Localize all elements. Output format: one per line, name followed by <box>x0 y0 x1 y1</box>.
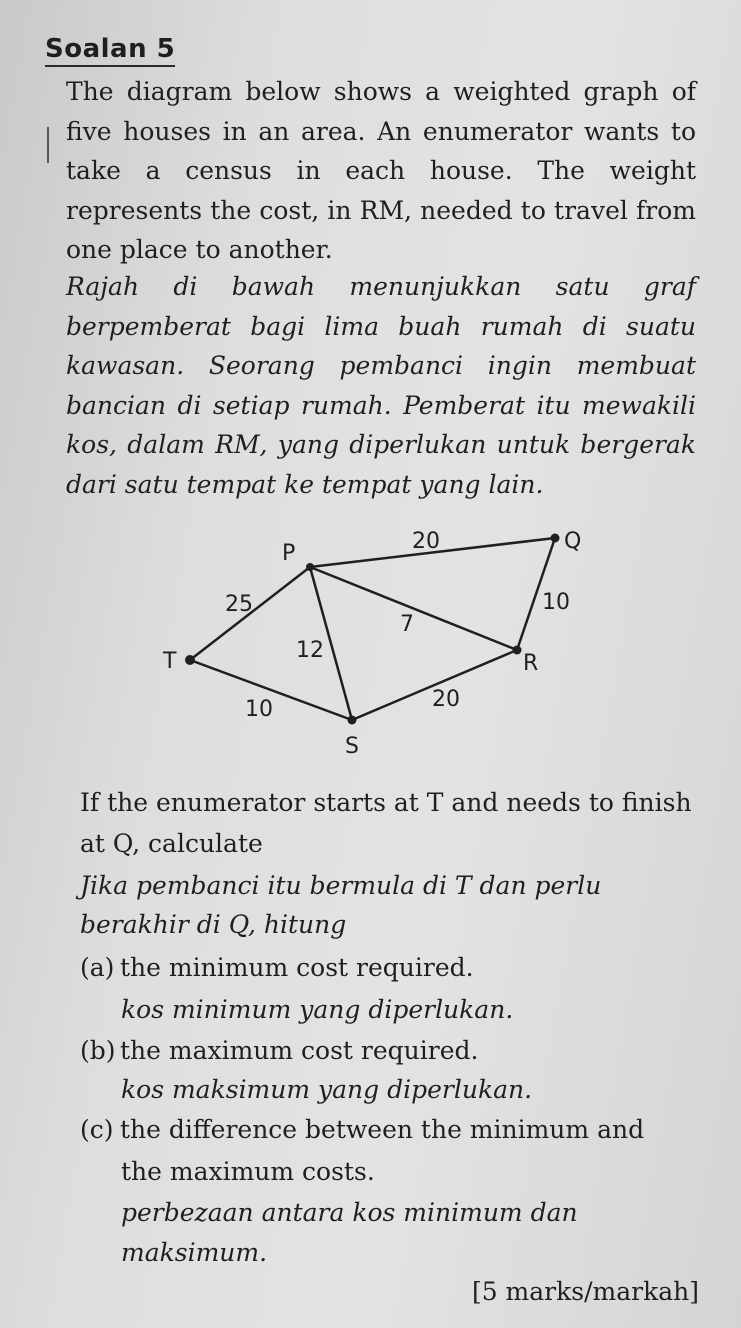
vertex-Q <box>551 534 560 543</box>
weight-PT: 25 <box>225 592 253 617</box>
part-a-letter: (a) <box>80 953 115 982</box>
intro-english: The diagram below shows a weighted graph of five houses in an area. An enumerator wants to take a census in each house. The weight represents the cost, in RM, needed to travel from one place to another. <box>66 77 696 264</box>
part-b-letter: (b) <box>80 1036 116 1065</box>
vertex-R <box>513 646 522 655</box>
vertex-S <box>348 716 357 725</box>
weighted-graph <box>150 515 610 765</box>
part-b <box>80 1031 478 1070</box>
part-b-malay: kos maksimum yang diperlukan. <box>121 1075 533 1104</box>
part-a-malay: kos minimum yang diperlukan. <box>121 995 514 1024</box>
part-c-text-1: the difference between the minimum and <box>120 1115 645 1144</box>
part-c-malay-2: maksimum. <box>121 1238 268 1267</box>
weight-PR: 7 <box>400 612 414 637</box>
weight-TS: 10 <box>245 697 273 722</box>
vertex-P <box>306 563 314 571</box>
question-line-1-malay: Jika pembanci itu bermula di T dan perlu <box>80 871 602 900</box>
vertex-label-R: R <box>523 651 539 676</box>
part-c <box>80 1110 644 1149</box>
weight-PS: 12 <box>296 638 324 663</box>
vertex-label-P: P <box>282 541 296 566</box>
question-line-2: at Q, calculate <box>80 829 263 858</box>
part-c-letter: (c) <box>80 1115 114 1144</box>
question-line-1: If the enumerator starts at T and needs to finish <box>80 788 692 817</box>
vertex-label-T: T <box>163 649 177 674</box>
vertex-label-Q: Q <box>564 529 582 554</box>
vertex-label-S: S <box>345 734 359 759</box>
question-line-2-malay: berakhir di Q, hitung <box>80 910 347 939</box>
part-c-text-2: the maximum costs. <box>121 1157 375 1186</box>
part-c-malay-1: perbezaan antara kos minimum dan <box>121 1198 578 1227</box>
weight-PQ: 20 <box>412 529 440 554</box>
margin-mark <box>47 127 49 163</box>
part-a <box>80 948 474 987</box>
edge-PR <box>310 567 517 650</box>
marks-label: [5 marks/markah] <box>471 1277 699 1306</box>
weight-QR: 10 <box>542 590 570 615</box>
vertex-T <box>185 655 195 665</box>
intro-malay: Rajah di bawah menunjukkan satu graf berpemberat bagi lima buah rumah di suatu kawasan. Seorang pembanci ingin membuat bancian di setiap rumah. Pemberat itu mewakili kos, dalam RM, yang diperlukan untuk bergerak dari satu tempat ke tempat yang lain. <box>66 272 696 499</box>
part-b-text: the maximum cost required. <box>120 1036 479 1065</box>
question-heading: Soalan 5 <box>45 34 175 67</box>
part-a-text: the minimum cost required. <box>120 953 474 982</box>
weight-SR: 20 <box>432 687 460 712</box>
